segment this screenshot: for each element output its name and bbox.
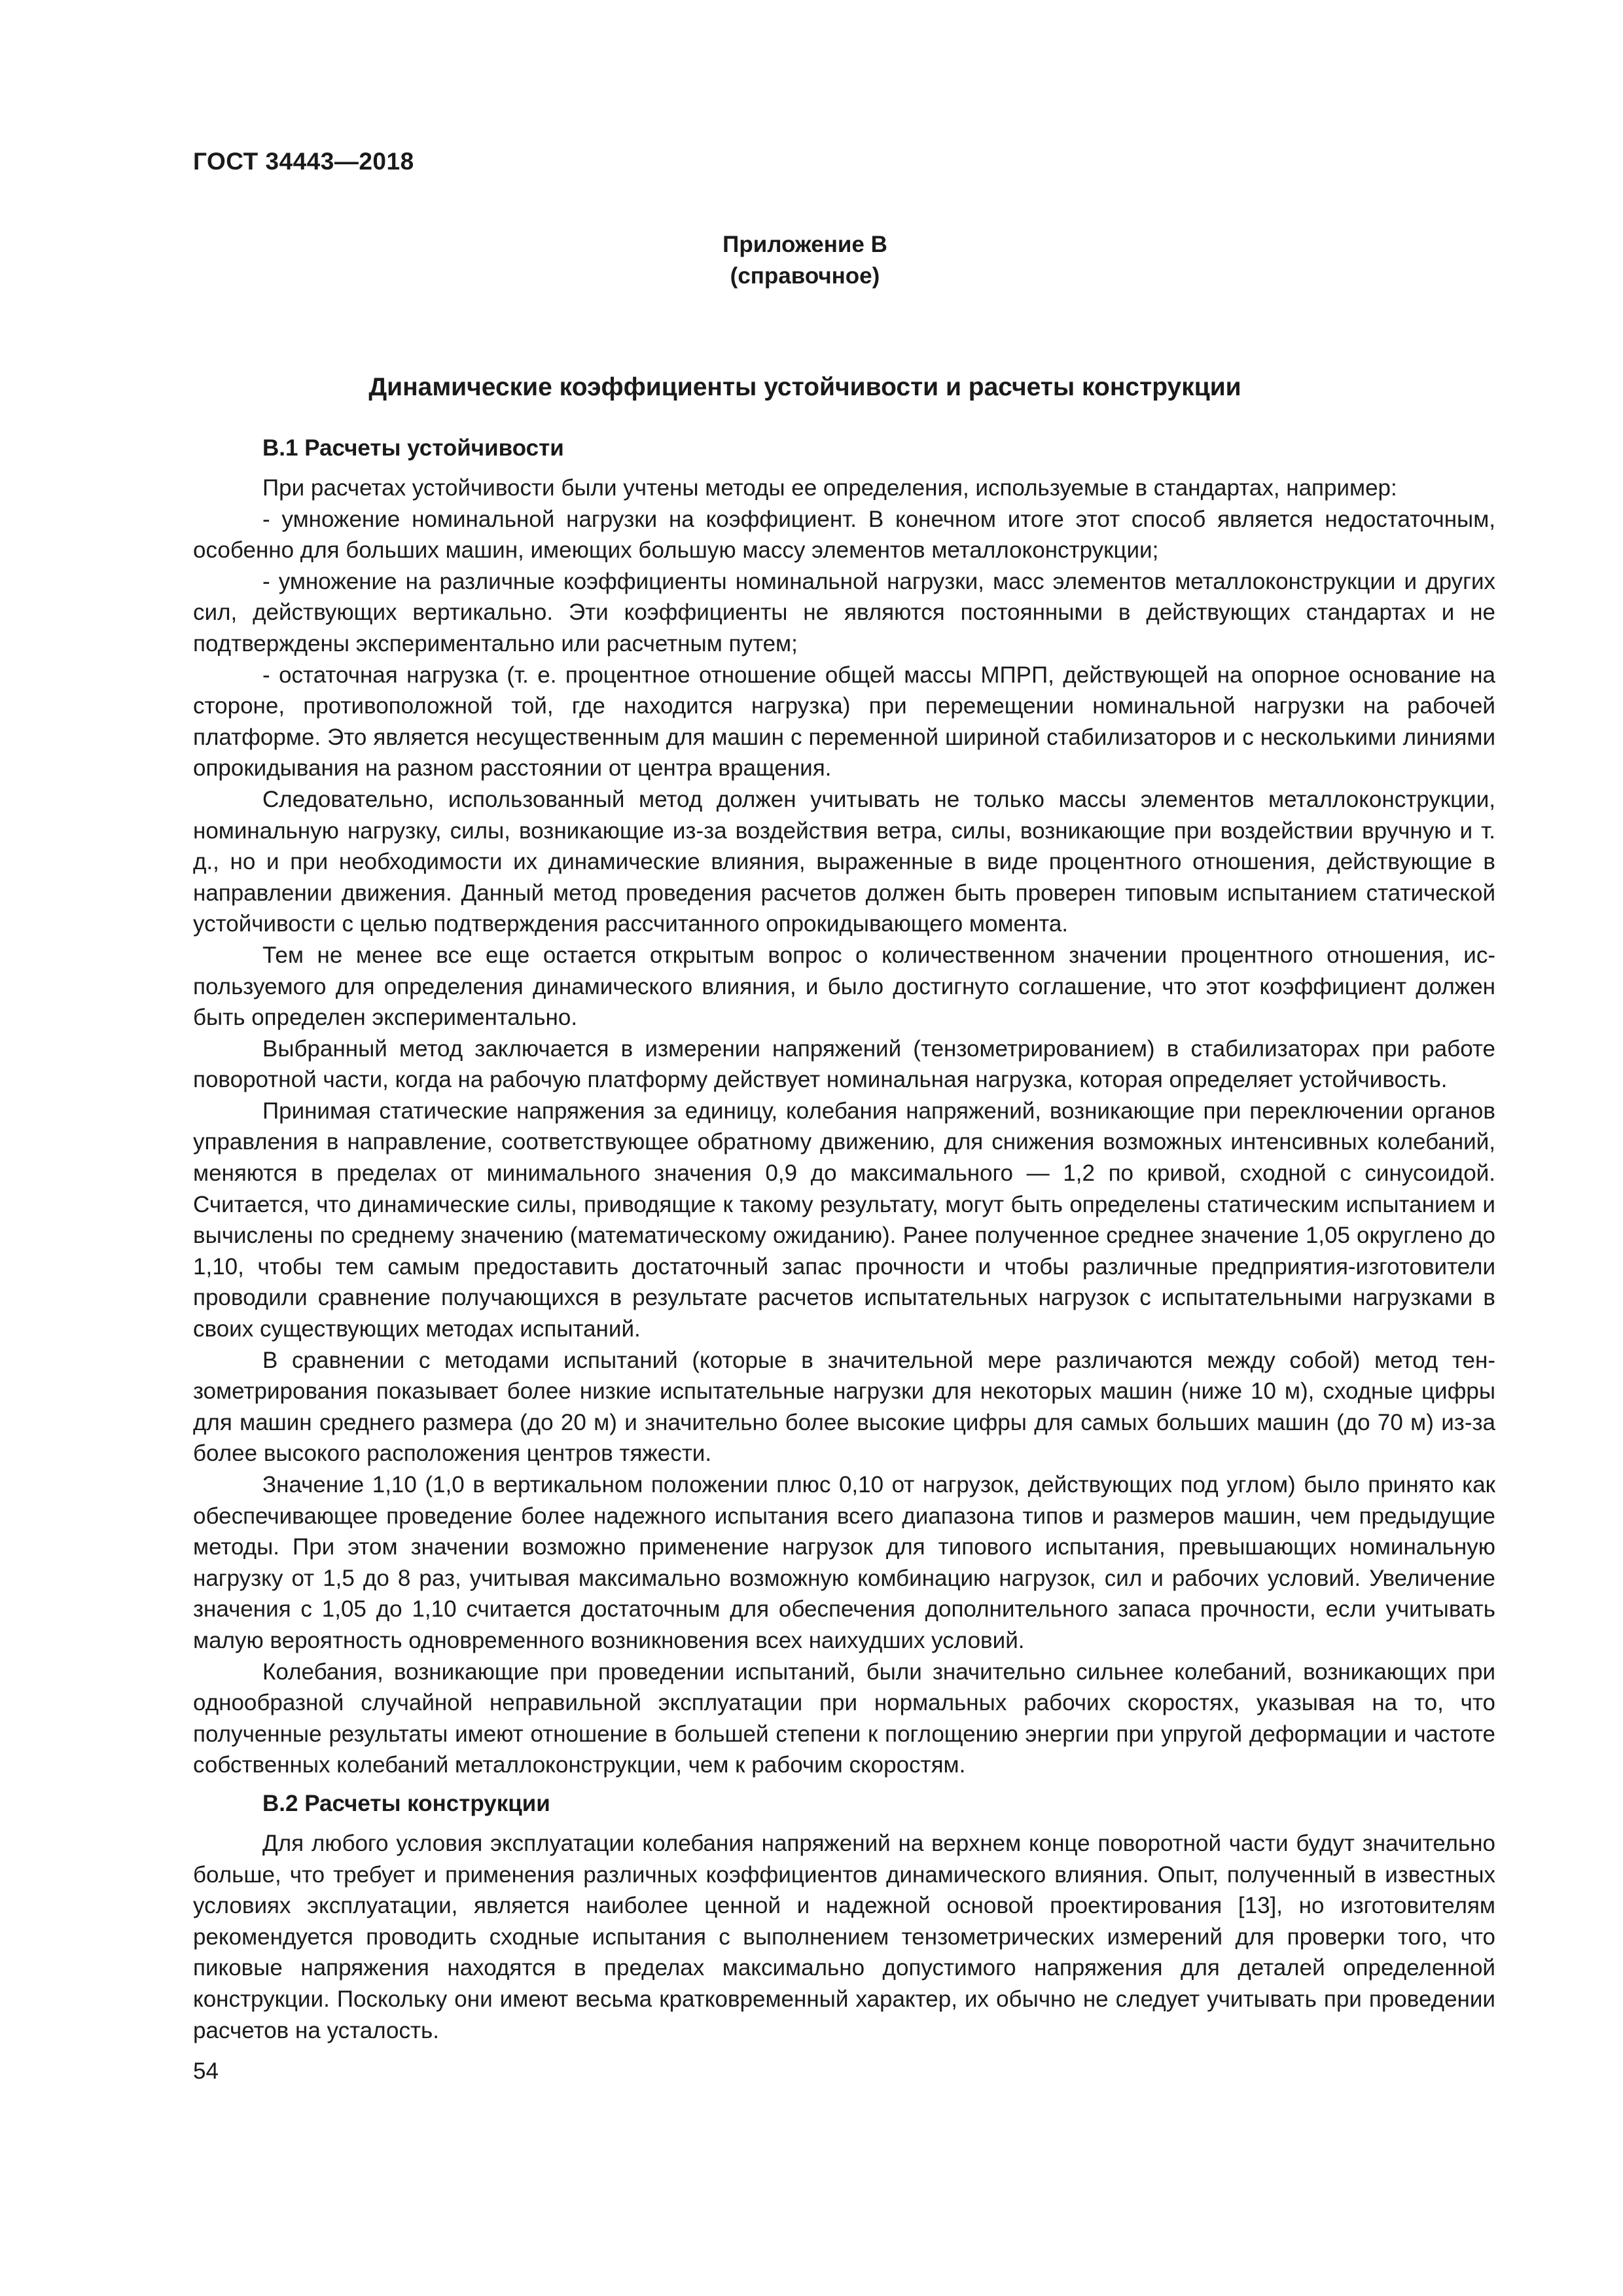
- paragraph: Следовательно, использованный метод должен учитывать не только массы элементов металлоконструкции, номинальную нагрузку, силы, возникающие из-за воздействия ветра, силы, возникающие при воздействии вручную и т. д., но и при необходимости их динамические влияния, выраженные в виде процентного отношения, действующие в направлении движения. Данный метод проведения расчетов должен быть проверен типовым испытанием статической устойчивости с целью подтверждения рассчитанного опрокидывающего момента.: [193, 786, 1495, 937]
- page-number: 54: [193, 2058, 219, 2084]
- paragraph: Тем не менее все еще остается открытым вопрос о количественном значении процентного отношения, используемого для определения динамического влияния, и было достигнуто соглашение, что этот коэффициент должен быть определен экспериментально.: [193, 942, 1495, 1031]
- paragraph: Значение 1,10 (1,0 в вертикальном положении плюс 0,10 от нагрузок, действующих под углом) было принято как обеспечивающее проведение более надежного испытания всего диапазона типов и размеров машин, чем предыдущие методы. При этом значении возможно применение нагрузок для типового испытания, превышающих номинальную нагрузку от 1,5 до 8 раз, учитывая максимально возможную комбинацию нагрузок, сил и рабочих условий. Увеличение значения с 1,05 до 1,10 считается достаточным для обеспечения дополнительного запаса прочности, если учитывать малую вероятность одновременного возникновения всех наихудших условий.: [193, 1472, 1495, 1653]
- document-body: [193, 432, 1495, 2046]
- list-item: - умножение на различные коэффициенты номинальной нагрузки, масс элементов металлоконструкции и других сил, действующих вертикально. Эти коэффициенты не являются постоянными в действующих стандартах и не подтверждены экспериментально или расчетным путем;: [193, 568, 1495, 656]
- document-header: ГОСТ 34443—2018: [193, 148, 414, 175]
- appendix-line-2: (справочное): [730, 263, 880, 289]
- paragraph: В сравнении с методами испытаний (которые в значительной мере различаются между собой) метод тензометрирования показывает более низкие испытательные нагрузки для некоторых машин (ниже 10 м), сходные цифры для машин среднего размера (до 20 м) и значительно более высокие цифры для самых больших машин (до 70 м) из-за более высокого расположения центров тяжести.: [193, 1347, 1495, 1467]
- paragraph: Колебания, возникающие при проведении испытаний, были значительно сильнее колебаний, возникающих при однообразной случайной неправильной эксплуатации при нормальных рабочих скоростях, указывая на то, что полученные результаты имеют отношение в большей степени к поглощению энергии при упругой деформации и частоте собственных колебаний металлоконструкции, чем к рабочим скоростям.: [193, 1659, 1495, 1778]
- section-heading-2: В.2 Расчеты конструкции: [262, 1790, 550, 1816]
- appendix-label: [0, 229, 1610, 292]
- list-item: - остаточная нагрузка (т. е. процентное отношение общей массы МПРП, действующей на опорное основание на стороне, противоположной той, где находится нагрузка) при перемещении номинальной нагрузки на рабочей платформе. Это является несущественным для машин с переменной шириной стабилизаторов и с несколькими линиями опрокидывания на разном расстоянии от центра вращения.: [193, 662, 1495, 781]
- section-heading-1: В.1 Расчеты устойчивости: [262, 435, 564, 461]
- paragraph: Принимая статические напряжения за единицу, колебания напряжений, возникающие при переключении органов управления в направление, соответствующее обратному движению, для снижения возможных интенсивных колебаний, меняются в пределах от минимального значения 0,9 до максимального — 1,2 по кривой, сходной с синусоидой. Считается, что динамические силы, приводящие к такому результату, могут быть определены статическим испытанием и вычислены по среднему значению (математическому ожиданию). Ранее полученное среднее значение 1,05 округлено до 1,10, чтобы тем самым предоставить достаточный запас прочности и чтобы различные предприятия-изготовители проводили сравнение получающихся в результате расчетов испытательных нагрузок с испытательными нагрузками в своих существующих методах испытаний.: [193, 1098, 1495, 1342]
- paragraph: Выбранный метод заключается в измерении напряжений (тензометрированием) в стабилизаторах при работе поворотной части, когда на рабочую платформу действует номинальная нагрузка, которая определяет устойчивость.: [193, 1035, 1495, 1093]
- list-item: - умножение номинальной нагрузки на коэффициент. В конечном итоге этот способ является недостаточным, особенно для больших машин, имеющих большую массу элементов металлоконструкции;: [193, 506, 1495, 564]
- appendix-line-1: Приложение В: [722, 232, 887, 257]
- document-title: Динамические коэффициенты устойчивости и расчеты конструкции: [368, 373, 1241, 401]
- paragraph: Для любого условия эксплуатации колебания напряжений на верхнем конце поворотной части будут значительно больше, что требует и применения различных коэффициентов динамического влияния. Опыт, полученный в известных условиях эксплуатации, является наиболее ценной и надежной основой проектирования [13], но изготовителям рекомендуется проводить сходные испытания с выполнением тензометрических измерений для проверки того, что пиковые напряжения находятся в пределах максимально допустимого напряжения для деталей определенной конструкции. Поскольку они имеют весьма кратковременный характер, их обычно не следует учитывать при проведении расчетов на усталость.: [193, 1830, 1495, 2043]
- paragraph: При расчетах устойчивости были учтены методы ее определения, используемые в стандартах, например:: [262, 475, 1397, 501]
